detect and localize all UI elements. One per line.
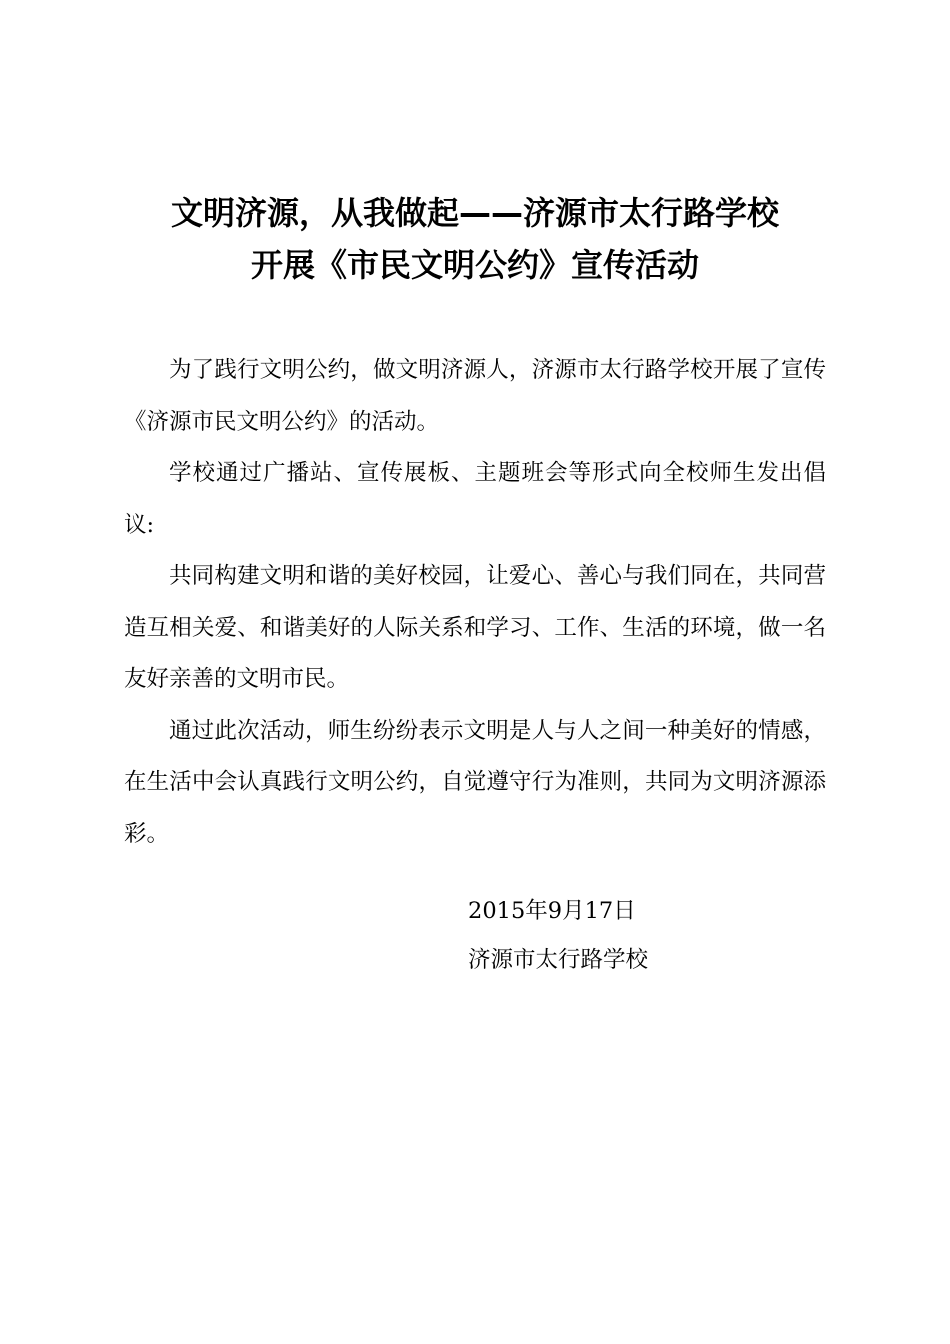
title-line-1: 文明济源，从我做起——济源市太行路学校 [170,194,779,232]
paragraph-3: 共同构建文明和谐的美好校园，让爱心、善心与我们同在，共同营造互相关爱、和谐美好的人际关系和学习、工作、生活的环境，做一名友好亲善的文明市民。 [124,563,826,692]
title-line-2: 开展《市民文明公约》宣传活动 [250,246,699,284]
signature-organization: 济源市太行路学校 [468,947,649,973]
paragraph-4: 通过此次活动，师生纷纷表示文明是人与人之间一种美好的情感，在生活中会认真践行文明公约，自觉遵守行为准则，共同为文明济源添彩。 [124,717,826,847]
paragraph-1: 为了践行文明公约，做文明济源人，济源市太行路学校开展了宣传《济源市民文明公约》的活动。 [124,357,826,435]
signature-date: 2015年9月17日 [468,898,636,924]
paragraph-2: 学校通过广播站、宣传展板、主题班会等形式向全校师生发出倡议: [124,460,826,538]
document-body [124,345,826,860]
